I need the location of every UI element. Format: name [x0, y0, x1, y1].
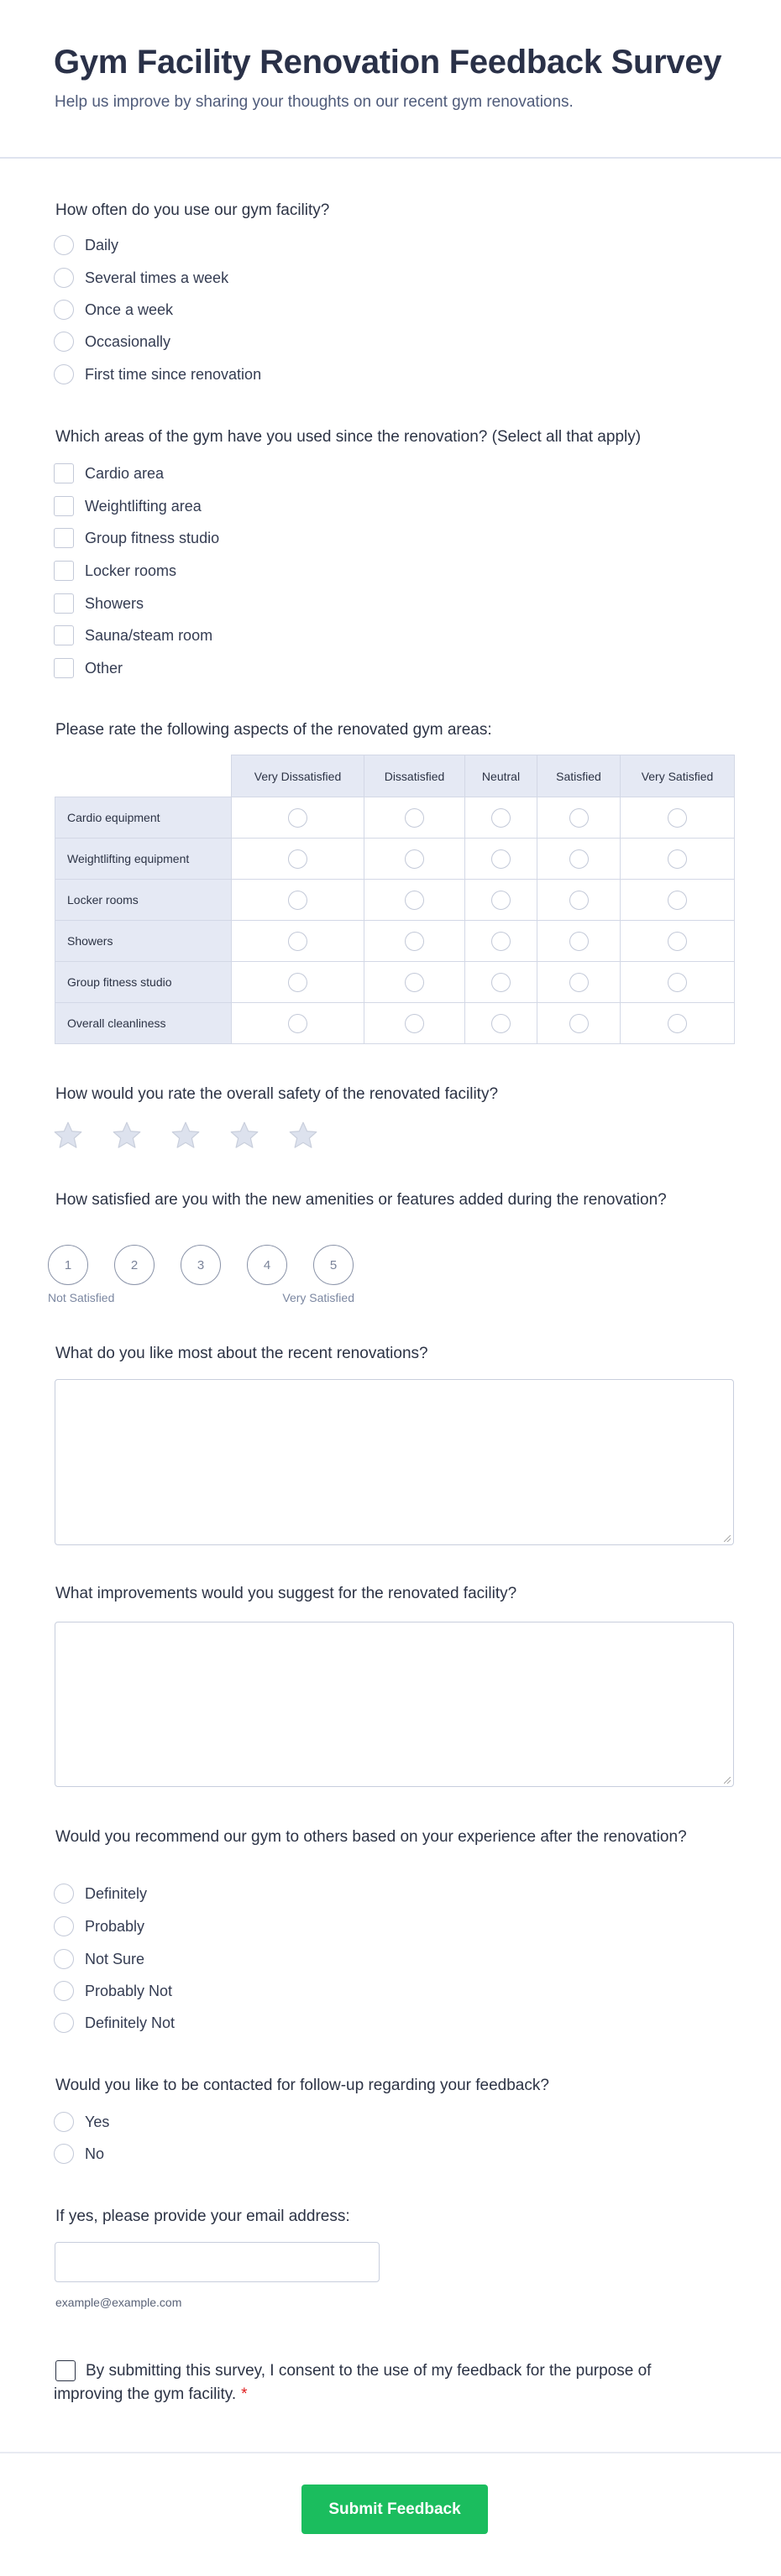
matrix-row-label: Group fitness studio: [55, 962, 232, 1003]
matrix-cell[interactable]: [537, 962, 621, 1003]
matrix-row: [55, 880, 735, 921]
matrix-radio-button[interactable]: [491, 973, 511, 992]
q3-label: Please rate the following aspects of the renovated gym areas:: [55, 721, 492, 739]
q8-option-label: Definitely Not: [85, 2014, 176, 2031]
q1-option[interactable]: [54, 299, 173, 321]
q10-label: If yes, please provide your email address:: [55, 2208, 350, 2225]
matrix-cell[interactable]: [232, 921, 364, 962]
q1-option-label: First time since renovation: [85, 365, 262, 383]
checkbox[interactable]: [54, 528, 74, 548]
matrix-radio-button[interactable]: [491, 808, 511, 828]
radio-button[interactable]: [54, 1949, 74, 1969]
matrix-radio-button[interactable]: [668, 973, 687, 992]
q1-option[interactable]: [54, 363, 261, 385]
q8-option-label: Probably: [85, 1917, 145, 1935]
matrix-radio-button[interactable]: [405, 891, 424, 910]
q6-label: What do you like most about the recent renovations?: [55, 1345, 428, 1362]
radio-button[interactable]: [54, 235, 74, 255]
q9-label: Would you like to be contacted for follow-up regarding your feedback?: [55, 2077, 549, 2094]
matrix-cell[interactable]: [537, 839, 621, 880]
required-mark: *: [241, 2385, 248, 2403]
scale-option-4[interactable]: 4: [247, 1245, 287, 1285]
q2-option-label: Sauna/steam room: [85, 626, 213, 644]
matrix-row: [55, 962, 735, 1003]
resize-handle-icon[interactable]: [724, 1777, 731, 1784]
q8-option-label: Not Sure: [85, 1950, 145, 1967]
q2-label: Which areas of the gym have you used since the renovation? (Select all that apply): [55, 428, 642, 446]
matrix-radio-button[interactable]: [668, 932, 687, 951]
matrix-column-header: Very Dissatisfied: [232, 755, 364, 797]
scale-rating: [48, 1245, 354, 1285]
matrix-column-header: Dissatisfied: [364, 755, 465, 797]
matrix-radio-button[interactable]: [569, 973, 589, 992]
matrix-cell[interactable]: [232, 1003, 364, 1044]
q1-option[interactable]: [54, 331, 170, 353]
q2-option-label: Cardio area: [85, 464, 165, 482]
scale-low-label: Not Satisfied: [48, 1291, 115, 1304]
consent-text: By submitting this survey, I consent to the use of my feedback for the purpose of improving the gym facility.: [54, 2362, 652, 2403]
matrix-cell[interactable]: [232, 962, 364, 1003]
matrix-cell[interactable]: [232, 880, 364, 921]
likes-textarea[interactable]: [55, 1379, 734, 1545]
consent-label: [54, 2359, 692, 2406]
q8-option-label: Probably Not: [85, 1982, 173, 1999]
radio-button[interactable]: [54, 268, 74, 288]
radio-button[interactable]: [54, 1916, 74, 1936]
q2-option[interactable]: [54, 657, 123, 679]
scale-option-1[interactable]: 1: [48, 1245, 88, 1285]
q9-option-label: Yes: [85, 2113, 110, 2130]
matrix-radio-button[interactable]: [569, 849, 589, 869]
q2-option[interactable]: [54, 495, 202, 517]
checkbox[interactable]: [54, 658, 74, 678]
q1-label: How often do you use our gym facility?: [55, 201, 330, 219]
q8-option[interactable]: [54, 1980, 172, 2002]
matrix-cell[interactable]: [364, 962, 465, 1003]
q1-option-label: Several times a week: [85, 269, 229, 286]
matrix-radio-button[interactable]: [491, 1014, 511, 1033]
matrix-cell[interactable]: [537, 797, 621, 839]
matrix-radio-button[interactable]: [288, 932, 307, 951]
matrix-cell[interactable]: [465, 797, 537, 839]
matrix-cell[interactable]: [364, 921, 465, 962]
email-hint: example@example.com: [55, 2296, 182, 2309]
matrix-cell[interactable]: [621, 839, 735, 880]
matrix-column-header: Very Satisfied: [621, 755, 735, 797]
q1-option[interactable]: [54, 234, 118, 256]
matrix-row-label: Cardio equipment: [55, 797, 232, 839]
q9-option[interactable]: [54, 2143, 104, 2165]
scale-high-label: Very Satisfied: [282, 1291, 354, 1304]
matrix-row: [55, 839, 735, 880]
matrix-radio-button[interactable]: [288, 849, 307, 869]
q8-option[interactable]: [54, 1948, 144, 1970]
q2-option[interactable]: [54, 527, 219, 549]
q8-option[interactable]: [54, 2012, 175, 2034]
matrix-cell[interactable]: [364, 1003, 465, 1044]
q1-option-label: Occasionally: [85, 332, 171, 350]
radio-button[interactable]: [54, 1884, 74, 1904]
checkbox[interactable]: [54, 496, 74, 516]
q8-option[interactable]: [54, 1883, 147, 1905]
matrix-cell[interactable]: [621, 962, 735, 1003]
matrix-radio-button[interactable]: [491, 891, 511, 910]
matrix-cell[interactable]: [537, 880, 621, 921]
q5-label: How satisfied are you with the new amenities or features added during the renovation?: [55, 1191, 667, 1209]
matrix-cell[interactable]: [465, 1003, 537, 1044]
q8-option[interactable]: [54, 1915, 144, 1937]
matrix-column-header: Neutral: [465, 755, 537, 797]
resize-handle-icon[interactable]: [724, 1535, 731, 1542]
matrix-radio-button[interactable]: [668, 1014, 687, 1033]
scale-option-5[interactable]: 5: [313, 1245, 354, 1285]
matrix-cell[interactable]: [537, 1003, 621, 1044]
matrix-row-label: Weightlifting equipment: [55, 839, 232, 880]
q7-label: What improvements would you suggest for the renovated facility?: [55, 1585, 517, 1602]
matrix-radio-button[interactable]: [288, 808, 307, 828]
survey-title: Gym Facility Renovation Feedback Survey: [54, 44, 722, 81]
star-rating: [53, 1121, 318, 1151]
matrix-row-label: Showers: [55, 921, 232, 962]
radio-button[interactable]: [54, 364, 74, 384]
matrix-cell[interactable]: [232, 797, 364, 839]
survey-subtitle: Help us improve by sharing your thoughts on our recent gym renovations.: [55, 93, 574, 111]
radio-button[interactable]: [54, 300, 74, 320]
matrix-cell[interactable]: [364, 880, 465, 921]
radio-button[interactable]: [54, 1981, 74, 2001]
email-input[interactable]: [55, 2242, 380, 2282]
q4-label: How would you rate the overall safety of the renovated facility?: [55, 1085, 499, 1103]
matrix-radio-button[interactable]: [569, 808, 589, 828]
matrix-row: [55, 797, 735, 839]
matrix-cell[interactable]: [465, 962, 537, 1003]
star-icon[interactable]: [112, 1121, 142, 1151]
matrix-cell[interactable]: [465, 880, 537, 921]
scale-option-3[interactable]: 3: [181, 1245, 221, 1285]
matrix-radio-button[interactable]: [405, 973, 424, 992]
q2-option[interactable]: [54, 560, 176, 582]
matrix-radio-button[interactable]: [288, 1014, 307, 1033]
q2-option-label: Showers: [85, 594, 144, 612]
star-icon[interactable]: [170, 1121, 201, 1151]
matrix-radio-button[interactable]: [668, 808, 687, 828]
checkbox[interactable]: [54, 463, 74, 483]
matrix-radio-button[interactable]: [569, 1014, 589, 1033]
q2-option-label: Locker rooms: [85, 562, 177, 579]
matrix-radio-button[interactable]: [288, 891, 307, 910]
matrix-radio-button[interactable]: [405, 1014, 424, 1033]
submit-button[interactable]: Submit Feedback: [301, 2485, 488, 2534]
q1-option-label: Daily: [85, 236, 119, 253]
star-icon[interactable]: [53, 1121, 83, 1151]
radio-button[interactable]: [54, 2144, 74, 2164]
matrix-cell[interactable]: [232, 839, 364, 880]
q8-option-label: Definitely: [85, 1884, 148, 1902]
matrix-row-label: Locker rooms: [55, 880, 232, 921]
matrix-radio-button[interactable]: [668, 849, 687, 869]
matrix-row: [55, 921, 735, 962]
matrix-cell[interactable]: [537, 921, 621, 962]
scale-option-2[interactable]: 2: [114, 1245, 155, 1285]
matrix-radio-button[interactable]: [288, 973, 307, 992]
matrix-column-header: Satisfied: [537, 755, 621, 797]
matrix-cell[interactable]: [364, 797, 465, 839]
q9-option-label: No: [85, 2145, 105, 2162]
matrix-cell[interactable]: [621, 797, 735, 839]
matrix-row: [55, 1003, 735, 1044]
radio-button[interactable]: [54, 332, 74, 352]
matrix-row-label: Overall cleanliness: [55, 1003, 232, 1044]
matrix-radio-button[interactable]: [405, 849, 424, 869]
matrix-radio-button[interactable]: [491, 932, 511, 951]
q2-option[interactable]: [54, 593, 144, 614]
matrix-corner: [55, 755, 232, 797]
matrix-radio-button[interactable]: [569, 891, 589, 910]
checkbox[interactable]: [54, 561, 74, 581]
footer-divider: [0, 2452, 781, 2453]
matrix-cell[interactable]: [465, 839, 537, 880]
q2-option[interactable]: [54, 624, 212, 646]
matrix-radio-button[interactable]: [491, 849, 511, 869]
q1-option[interactable]: [54, 267, 228, 289]
checkbox[interactable]: [54, 593, 74, 614]
matrix-radio-button[interactable]: [405, 932, 424, 951]
q2-option[interactable]: [54, 462, 164, 484]
rating-matrix: [55, 755, 735, 1044]
q2-option-label: Group fitness studio: [85, 529, 220, 546]
star-icon[interactable]: [288, 1121, 318, 1151]
improvements-textarea[interactable]: [55, 1622, 734, 1787]
radio-button[interactable]: [54, 2112, 74, 2132]
q9-option[interactable]: [54, 2111, 109, 2133]
q1-option-label: Once a week: [85, 300, 174, 318]
checkbox[interactable]: [54, 625, 74, 645]
q2-option-label: Weightlifting area: [85, 497, 202, 515]
matrix-cell[interactable]: [621, 1003, 735, 1044]
matrix-radio-button[interactable]: [405, 808, 424, 828]
q8-label: Would you recommend our gym to others based on your experience after the renovation?: [55, 1828, 687, 1846]
matrix-cell[interactable]: [364, 839, 465, 880]
q2-option-label: Other: [85, 659, 123, 677]
matrix-cell[interactable]: [465, 921, 537, 962]
matrix-radio-button[interactable]: [668, 891, 687, 910]
star-icon[interactable]: [229, 1121, 259, 1151]
matrix-cell[interactable]: [621, 921, 735, 962]
radio-button[interactable]: [54, 2013, 74, 2033]
matrix-cell[interactable]: [621, 880, 735, 921]
matrix-radio-button[interactable]: [569, 932, 589, 951]
header-divider: [0, 157, 781, 159]
